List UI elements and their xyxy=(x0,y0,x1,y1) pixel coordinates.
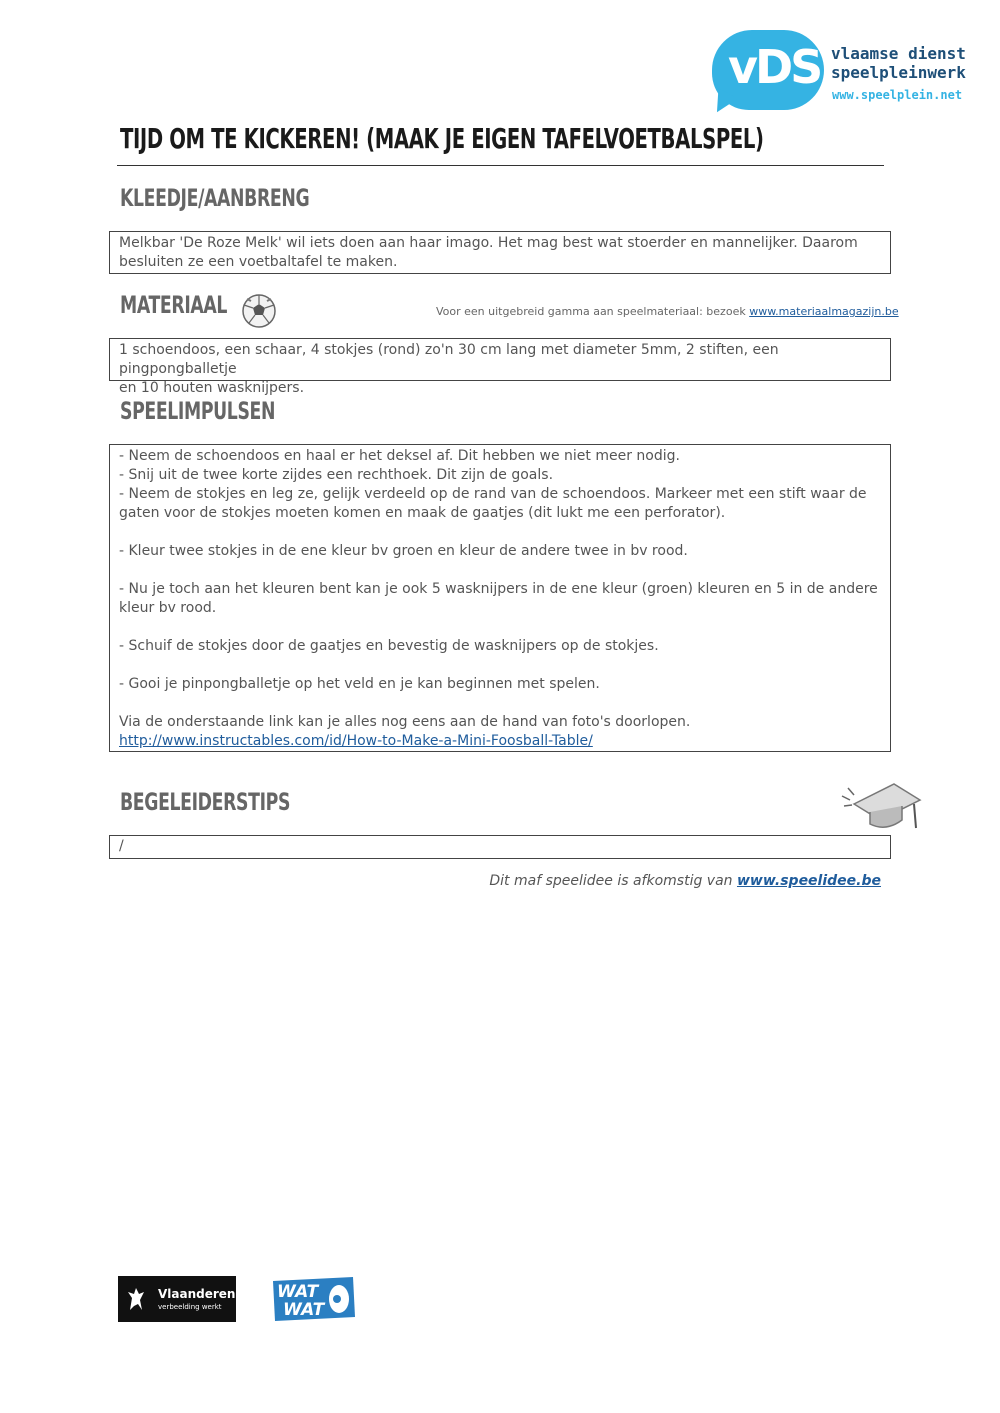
speelimpuls-line: - Nu je toch aan het kleuren bent kan je ook 5 wasknijpers in de ene kleur (groen) kleuren en 5 in de andere xyxy=(119,581,878,597)
org-name-line2: speelpleinwerk xyxy=(831,63,966,82)
materiaal-box xyxy=(109,338,891,396)
heading-kleedje: KLEEDJE/AANBRENG xyxy=(120,184,310,212)
speelimpuls-line: Via de onderstaande link kan je alles nog eens aan de hand van foto's doorlopen. xyxy=(119,714,691,730)
speelimpuls-line: - Schuif de stokjes door de gaatjes en bevestig de wasknijpers op de stokjes. xyxy=(119,638,659,654)
org-url[interactable]: www.speelplein.net xyxy=(832,88,963,102)
speelidee-link[interactable]: www.speelidee.be xyxy=(736,873,881,889)
speelimpuls-line: - Neem de schoendoos en haal er het deksel af. Dit hebben we niet meer nodig. xyxy=(119,448,680,464)
heading-begeleiderstips: BEGELEIDERSTIPS xyxy=(120,788,291,816)
page-title: TIJD OM TE KICKEREN! (MAAK JE EIGEN TAFELVOETBALSPEL) xyxy=(120,122,764,155)
speelimpuls-line: gaten voor de stokjes moeten komen en maak de gaatjes (dit lukt me een perforator). xyxy=(119,505,726,521)
kleedje-box xyxy=(109,231,891,274)
org-name-line1: vlaamse dienst xyxy=(831,44,966,63)
lion-icon xyxy=(124,1284,148,1314)
speelimpuls-line: - Snij uit de twee korte zijdes een rechthoek. Dit zijn de goals. xyxy=(119,467,554,483)
materiaal-line: 1 schoendoos, een schaar, 4 stokjes (rond) zo'n 30 cm lang met diameter 5mm, 2 stiften, een pingpongballetje xyxy=(119,342,779,377)
source-note xyxy=(489,873,881,889)
heading-materiaal: MATERIAAL xyxy=(120,291,228,319)
speelimpulsen-box xyxy=(109,444,891,752)
materiaal-note xyxy=(436,305,899,318)
vlaanderen-name: Vlaanderen xyxy=(158,1287,236,1301)
kleedje-line: Melkbar 'De Roze Melk' wil iets doen aan haar imago. Het mag best wat stoerder en mannelijker. Daarom xyxy=(119,235,858,251)
instructables-link[interactable]: http://www.instructables.com/id/How-to-Make-a-Mini-Foosball-Table/ xyxy=(119,733,593,749)
heading-speelimpulsen: SPEELIMPULSEN xyxy=(120,397,276,425)
materiaalmagazijn-link[interactable]: www.materiaalmagazijn.be xyxy=(749,305,899,318)
football-icon xyxy=(241,293,277,329)
paragraph-gap xyxy=(119,656,881,675)
begeleiderstips-text: / xyxy=(119,838,124,854)
paragraph-gap xyxy=(119,523,881,542)
paragraph-gap xyxy=(119,561,881,580)
speelimpuls-line: - Kleur twee stokjes in de ene kleur bv groen en kleur de andere twee in bv rood. xyxy=(119,543,688,559)
paragraph-gap xyxy=(119,694,881,713)
source-note-text: Dit maf speelidee is afkomstig van xyxy=(489,873,737,889)
title-divider xyxy=(117,165,884,166)
graduation-cap-icon xyxy=(840,778,924,838)
speelimpuls-line: - Gooi je pinpongballetje op het veld en je kan beginnen met spelen. xyxy=(119,676,600,692)
speelimpuls-line: - Neem de stokjes en leg ze, gelijk verdeeld op de rand van de schoendoos. Markeer met een stift waar de xyxy=(119,486,867,502)
speelimpuls-line: kleur bv rood. xyxy=(119,600,217,616)
materiaal-line: en 10 houten wasknijpers. xyxy=(119,380,305,396)
watwat-line1: WAT xyxy=(277,1282,319,1302)
paragraph-gap xyxy=(119,618,881,637)
materiaal-note-text: Voor een uitgebreid gamma aan speelmateriaal: bezoek xyxy=(436,305,750,318)
watwat-line2: WAT xyxy=(283,1300,325,1320)
vlaanderen-slogan: verbeelding werkt xyxy=(158,1303,222,1311)
vds-logo-letters: vDS xyxy=(728,40,821,94)
watwat-logo xyxy=(273,1277,355,1321)
begeleiderstips-box xyxy=(109,835,891,859)
kleedje-line: besluiten ze een voetbaltafel te maken. xyxy=(119,254,398,270)
